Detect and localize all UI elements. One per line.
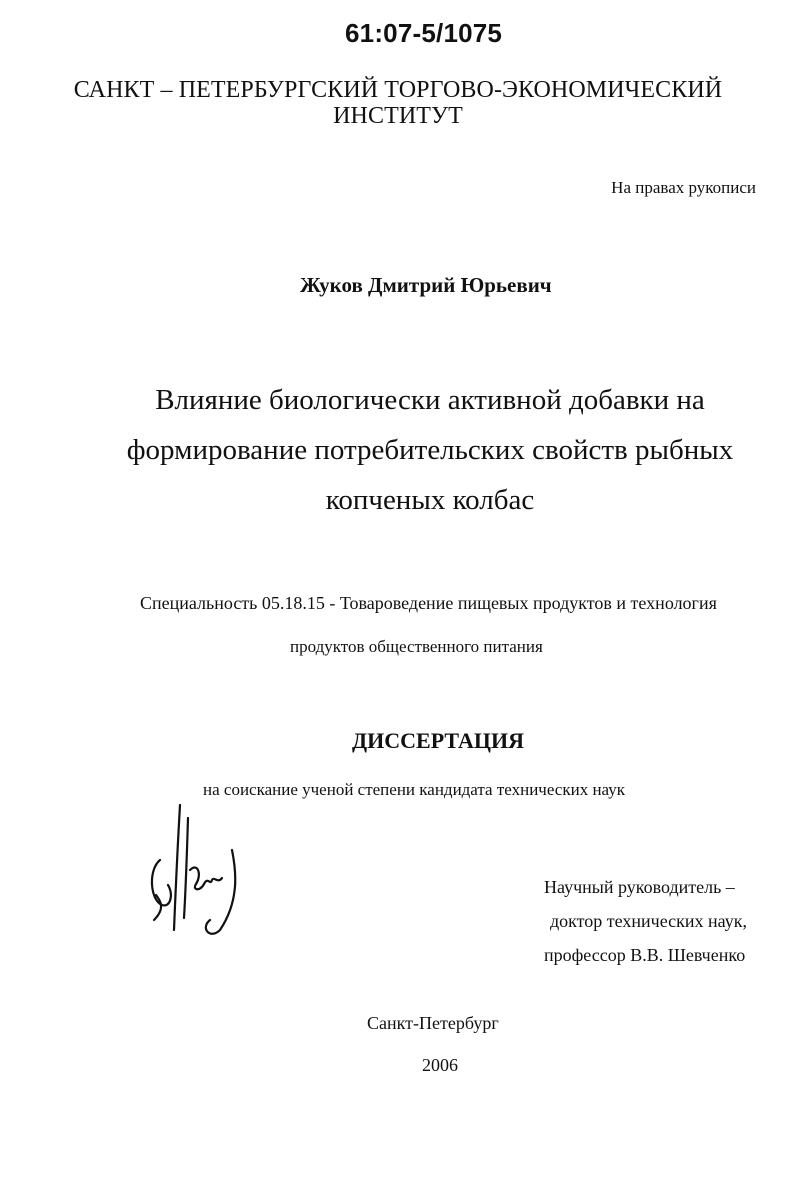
institute-line-2: ИНСТИТУТ	[333, 103, 463, 129]
institute-name	[0, 77, 796, 129]
signature-image	[140, 800, 250, 940]
year: 2006	[422, 1055, 458, 1075]
advisor-line-1: Научный руководитель –	[544, 877, 735, 897]
advisor-line-3: профессор В.В. Шевченко	[544, 945, 746, 965]
city: Санкт-Петербург	[367, 1013, 499, 1033]
specialty-line-1: Специальность 05.18.15 - Товароведение пищевых продуктов и технология	[140, 593, 717, 613]
archive-code: 61:07-5/1075	[345, 18, 503, 48]
title-line-3: копченых колбас	[325, 484, 535, 516]
dissertation-title	[0, 375, 796, 525]
advisor-block	[544, 870, 747, 972]
advisor-line-2: доктор технических наук,	[550, 911, 747, 931]
specialty-line-2: продуктов общественного питания	[290, 637, 543, 656]
author-name: Жуков Дмитрий Юрьевич	[300, 273, 552, 297]
title-line-1: Влияние биологически активной добавки на	[155, 384, 705, 416]
rights-note: На правах рукописи	[611, 178, 756, 197]
degree-line: на соискание ученой степени кандидата технических наук	[203, 780, 626, 799]
document-type: ДИССЕРТАЦИЯ	[352, 728, 524, 753]
title-line-2: формирование потребительских свойств рыбных	[126, 434, 734, 466]
institute-line-1: САНКТ – ПЕТЕРБУРГСКИЙ ТОРГОВО-ЭКОНОМИЧЕСКИЙ	[73, 77, 723, 103]
